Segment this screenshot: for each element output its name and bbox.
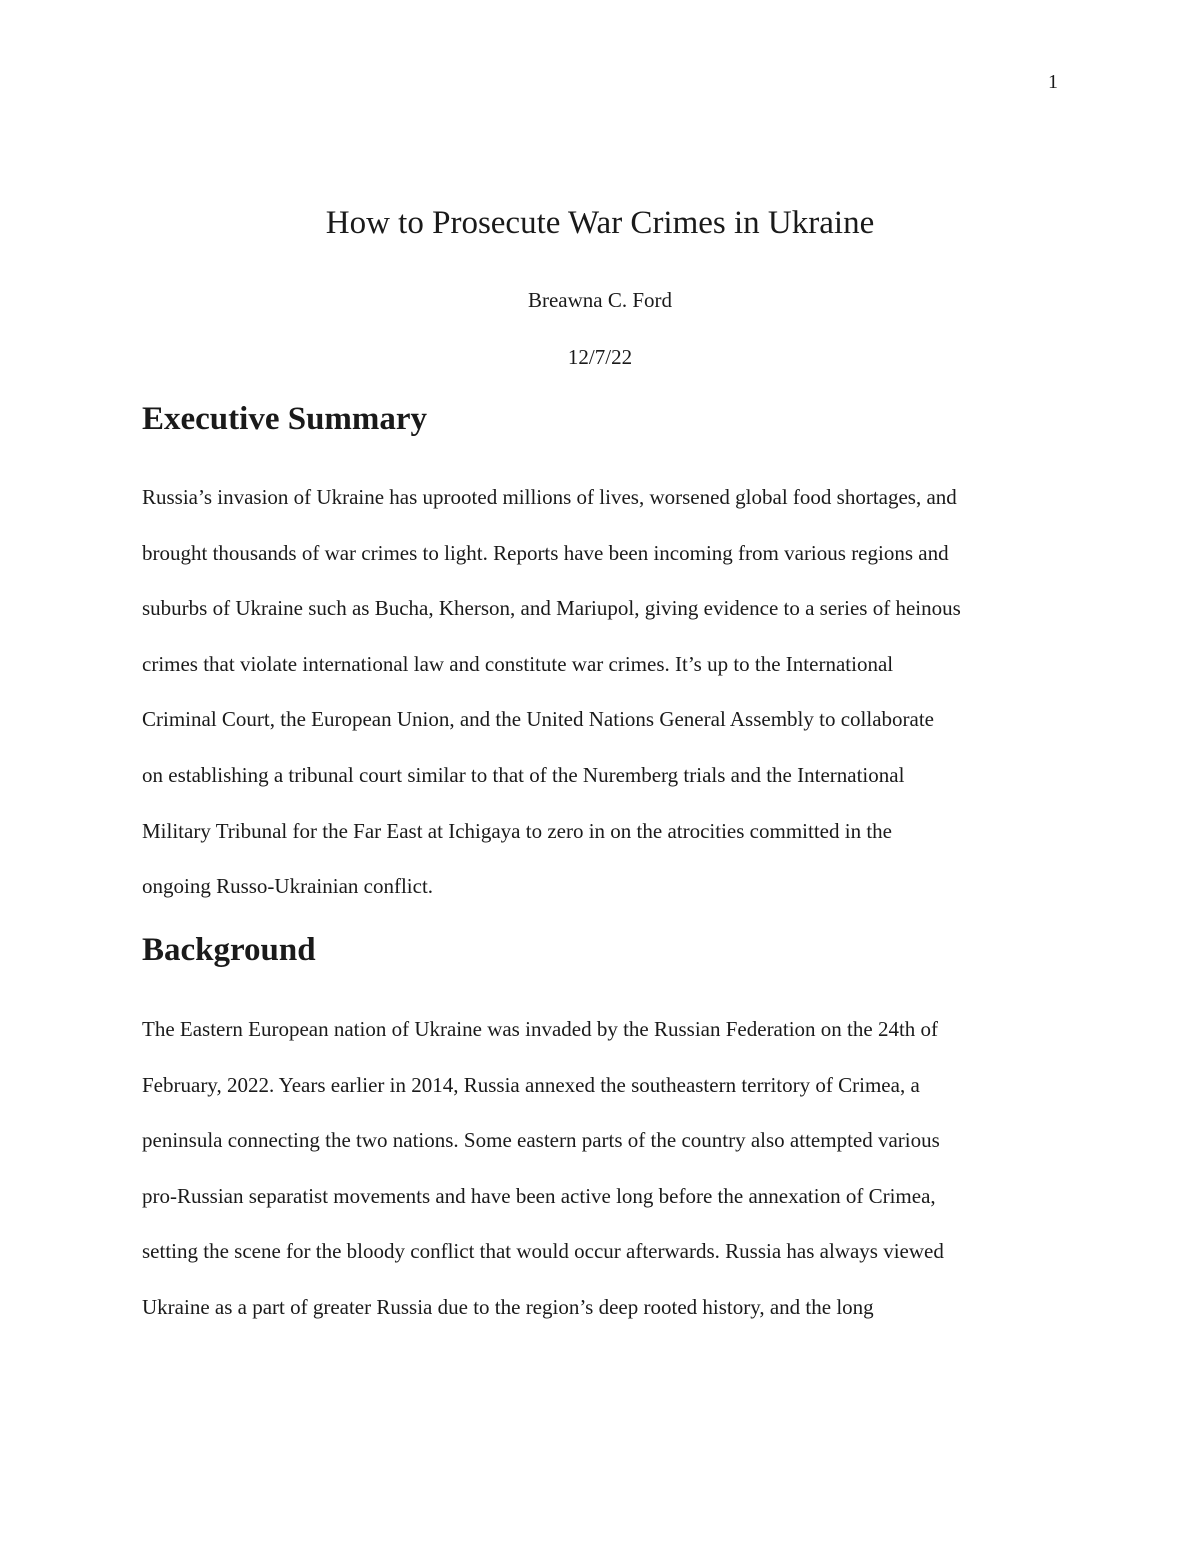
text-line: suburbs of Ukraine such as Bucha, Kherson, and Mariupol, giving evidence to a series of heinous bbox=[142, 596, 961, 621]
section-heading-background: Background bbox=[142, 932, 316, 968]
text-line: setting the scene for the bloody conflict that would occur afterwards. Russia has always viewed bbox=[142, 1239, 944, 1264]
text-line: Russia’s invasion of Ukraine has uprooted millions of lives, worsened global food shortages, and bbox=[142, 485, 957, 509]
text-line: crimes that violate international law and constitute war crimes. It’s up to the International bbox=[142, 651, 894, 676]
text-line: Criminal Court, the European Union, and the United Nations General Assembly to collaborate bbox=[142, 707, 934, 732]
text-line: Military Tribunal for the Far East at Ichigaya to zero in on the atrocities committed in the bbox=[142, 818, 892, 843]
text-line: February, 2022. Years earlier in 2014, Russia annexed the southeastern territory of Crimea, a bbox=[142, 1072, 920, 1097]
section-heading-executive-summary: Executive Summary bbox=[142, 401, 428, 437]
author-name: Breawna C. Ford bbox=[527, 288, 673, 312]
text-line: pro-Russian separatist movements and have been active long before the annexation of Crimea, bbox=[142, 1183, 936, 1208]
text-line: ongoing Russo-Ukrainian conflict. bbox=[142, 874, 434, 899]
text-line: on establishing a tribunal court similar to that of the Nuremberg trials and the International bbox=[142, 762, 905, 787]
page-number: 1 bbox=[1048, 71, 1058, 93]
executive-summary-paragraph bbox=[142, 470, 1072, 915]
background-paragraph bbox=[142, 1002, 1072, 1336]
document-title: How to Prosecute War Crimes in Ukraine bbox=[325, 205, 875, 241]
text-line: peninsula connecting the two nations. Some eastern parts of the country also attempted various bbox=[142, 1128, 940, 1153]
document-date: 12/7/22 bbox=[567, 345, 633, 369]
text-line: The Eastern European nation of Ukraine was invaded by the Russian Federation on the 24th of bbox=[142, 1017, 939, 1041]
text-line: Ukraine as a part of greater Russia due to the region’s deep rooted history, and the long bbox=[142, 1294, 874, 1319]
text-line: brought thousands of war crimes to light. Reports have been incoming from various regions and bbox=[142, 540, 949, 565]
